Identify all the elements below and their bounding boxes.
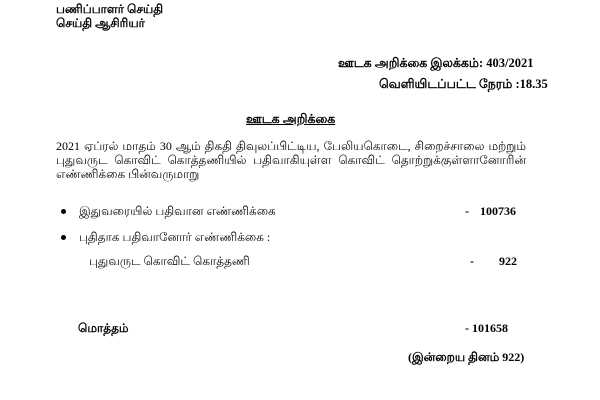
release-number-value: 403/2021 bbox=[486, 56, 534, 70]
release-time-value: :18.35 bbox=[515, 77, 548, 91]
bullet-icon bbox=[61, 235, 66, 240]
release-time-label: வெளியிடப்பட்ட நேரம் bbox=[379, 77, 513, 91]
total-value: - 101658 bbox=[465, 321, 508, 335]
item-total-recorded-value: 100736 bbox=[480, 204, 516, 218]
total-label: மொத்தம் bbox=[78, 321, 129, 335]
release-time bbox=[379, 77, 548, 93]
header-line-2: செய்தி ஆசிரியர் bbox=[56, 16, 145, 30]
item-total-recorded-label: இதுவரையில் பதிவான எண்ணிக்கை bbox=[79, 204, 276, 218]
bullet-icon bbox=[61, 209, 66, 214]
item-new-cases-label: புதிதாக பதிவானோர் எண்ணிக்கை : bbox=[79, 230, 271, 244]
sub-item-new-year-cluster-value: 922 bbox=[499, 254, 517, 268]
intro-paragraph: 2021 ஏப்ரல் மாதம் 30 ஆம் திகதி திவுலப்பிட்டிய, பேலியகொடை, சிறைச்சாலை மற்றும் புதுவருட கொவிட் கொத்தணியில் பதிவாகியுள்ள கொவிட் தொற்றுக்குள்ளானோரின் எண்ணிக்கை பின்வருமாறு bbox=[56, 139, 526, 181]
item-total-recorded-dash: - bbox=[465, 204, 469, 218]
sub-item-new-year-cluster-dash: - bbox=[470, 254, 474, 268]
release-number-label: ஊடக அறிக்கை இலக்கம்: bbox=[338, 56, 484, 70]
sub-item-new-year-cluster-label: புதுவருட கொவிட் கொத்தணி bbox=[89, 254, 250, 268]
today-note: (இன்றைய தினம் 922) bbox=[408, 350, 525, 364]
document-title: ஊடக அறிக்கை bbox=[246, 112, 336, 126]
release-number bbox=[338, 56, 534, 72]
header-line-1: பணிப்பாளர் செய்தி bbox=[56, 2, 164, 16]
